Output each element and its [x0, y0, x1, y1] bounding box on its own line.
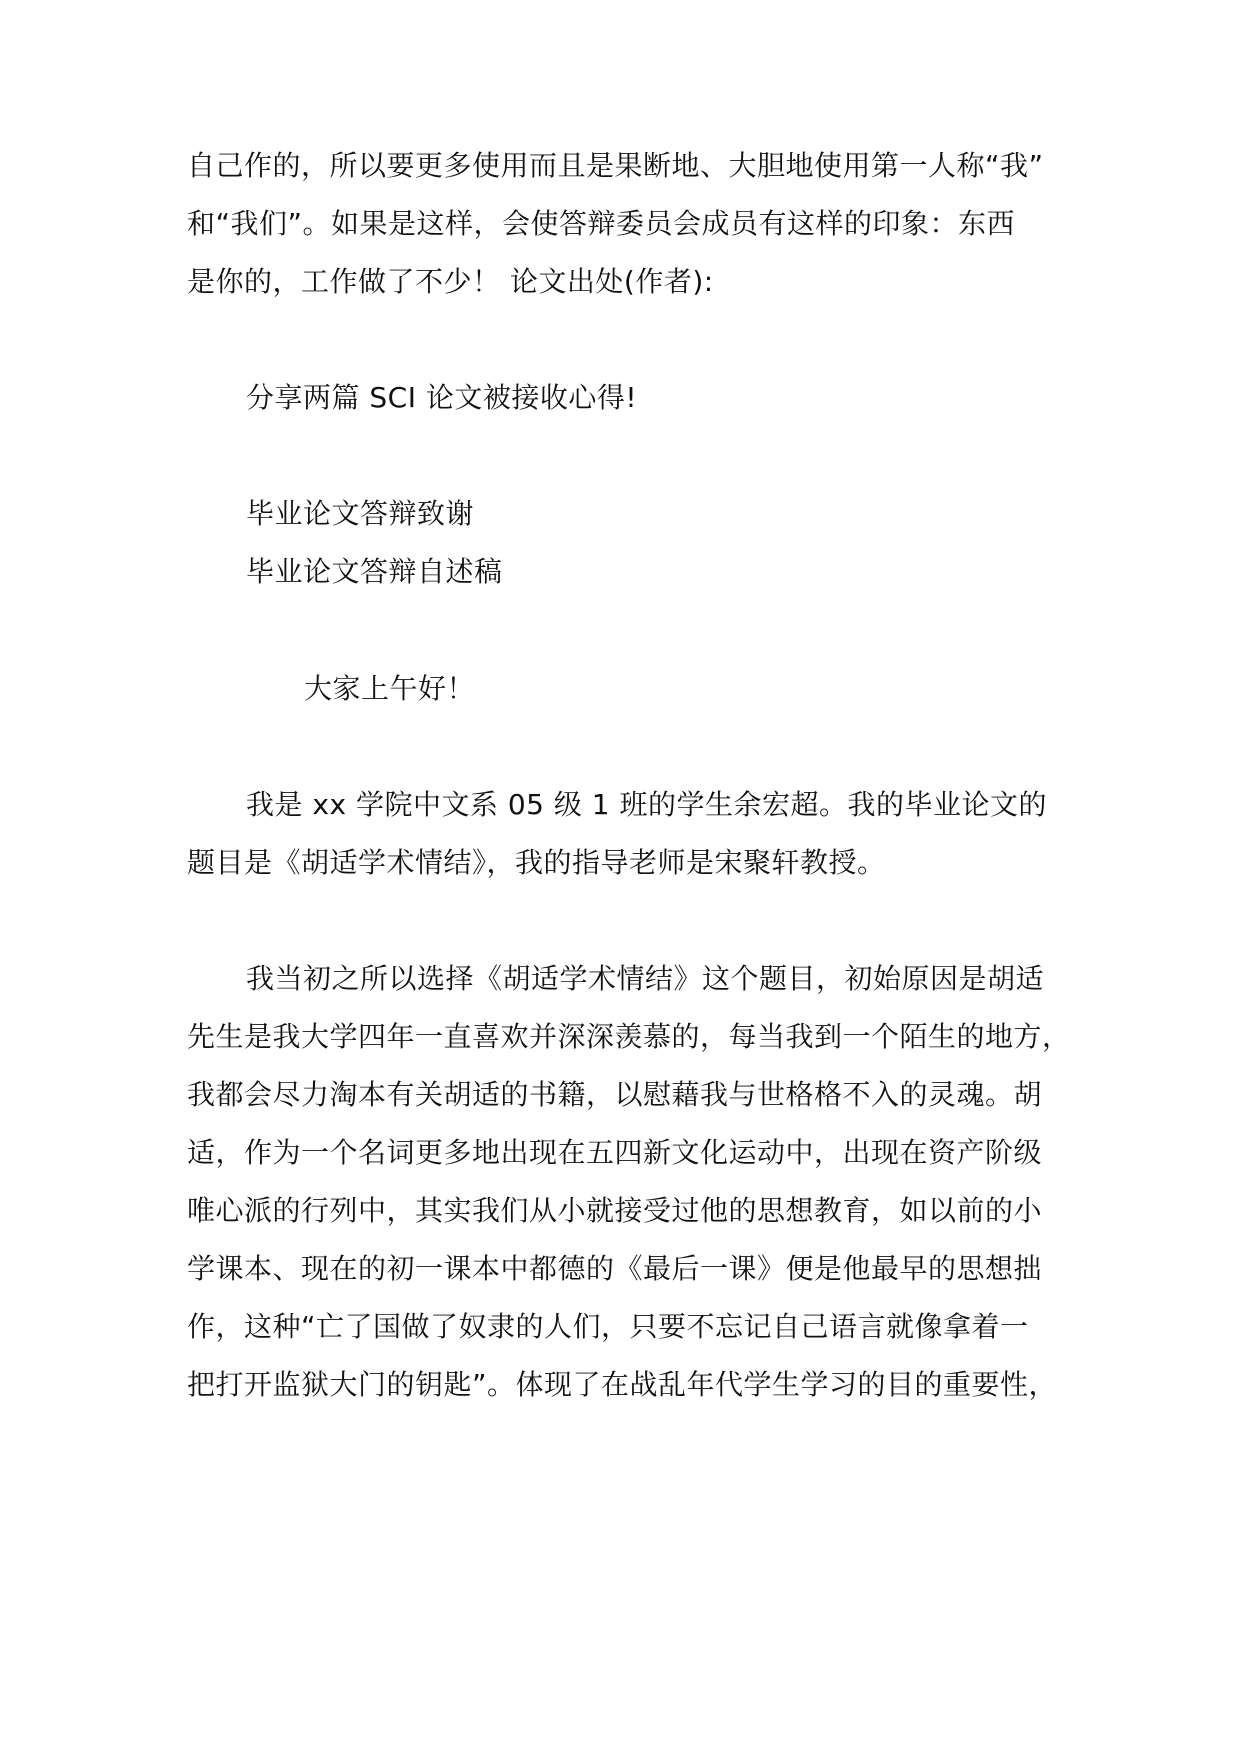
paragraph-line: 是你的，工作做了不少！ 论文出处(作者):: [187, 265, 714, 298]
article-title-line: 分享两篇 SCI 论文被接收心得!: [246, 381, 638, 414]
paragraph-line: 我都会尽力淘本有关胡适的书籍，以慰藉我与世格格不入的灵魂。胡: [187, 1078, 1043, 1111]
paragraph-line: 先生是我大学四年一直喜欢并深深羡慕的，每当我到一个陌生的地方，: [187, 1020, 1071, 1053]
paragraph-line: 学课本、现在的初一课本中都德的《最后一课》便是他最早的思想拙: [187, 1252, 1043, 1285]
paragraph-line: 唯心派的行列中，其实我们从小就接受过他的思想教育，如以前的小: [187, 1194, 1043, 1227]
paragraph-line: 适，作为一个名词更多地出现在五四新文化运动中，出现在资产阶级: [187, 1136, 1043, 1169]
paragraph-line: 题目是《胡适学术情结》，我的指导老师是宋聚轩教授。: [187, 846, 886, 879]
paragraph-line: 我是 xx 学院中文系 05 级 1 班的学生余宏超。我的毕业论文的: [246, 788, 1047, 821]
paragraph-line: 我当初之所以选择《胡适学术情结》这个题目，初始原因是胡适: [246, 962, 1045, 995]
section-title-line: 毕业论文答辩自述稿: [246, 555, 503, 588]
paragraph-line: 和“我们”。如果是这样，会使答辩委员会成员有这样的印象：东西: [187, 207, 1016, 240]
paragraph-line: 自己作的，所以要更多使用而且是果断地、大胆地使用第一人称“我”: [187, 149, 1044, 182]
paragraph-line: 作，这种“亡了国做了奴隶的人们，只要不忘记自己语言就像拿着一: [187, 1310, 1029, 1343]
greeting-line: 大家上午好！: [304, 672, 476, 705]
paragraph-line: 把打开监狱大门的钥匙”。体现了在战乱年代学生学习的目的重要性，: [187, 1368, 1058, 1401]
section-title-line: 毕业论文答辩致谢: [246, 497, 475, 530]
